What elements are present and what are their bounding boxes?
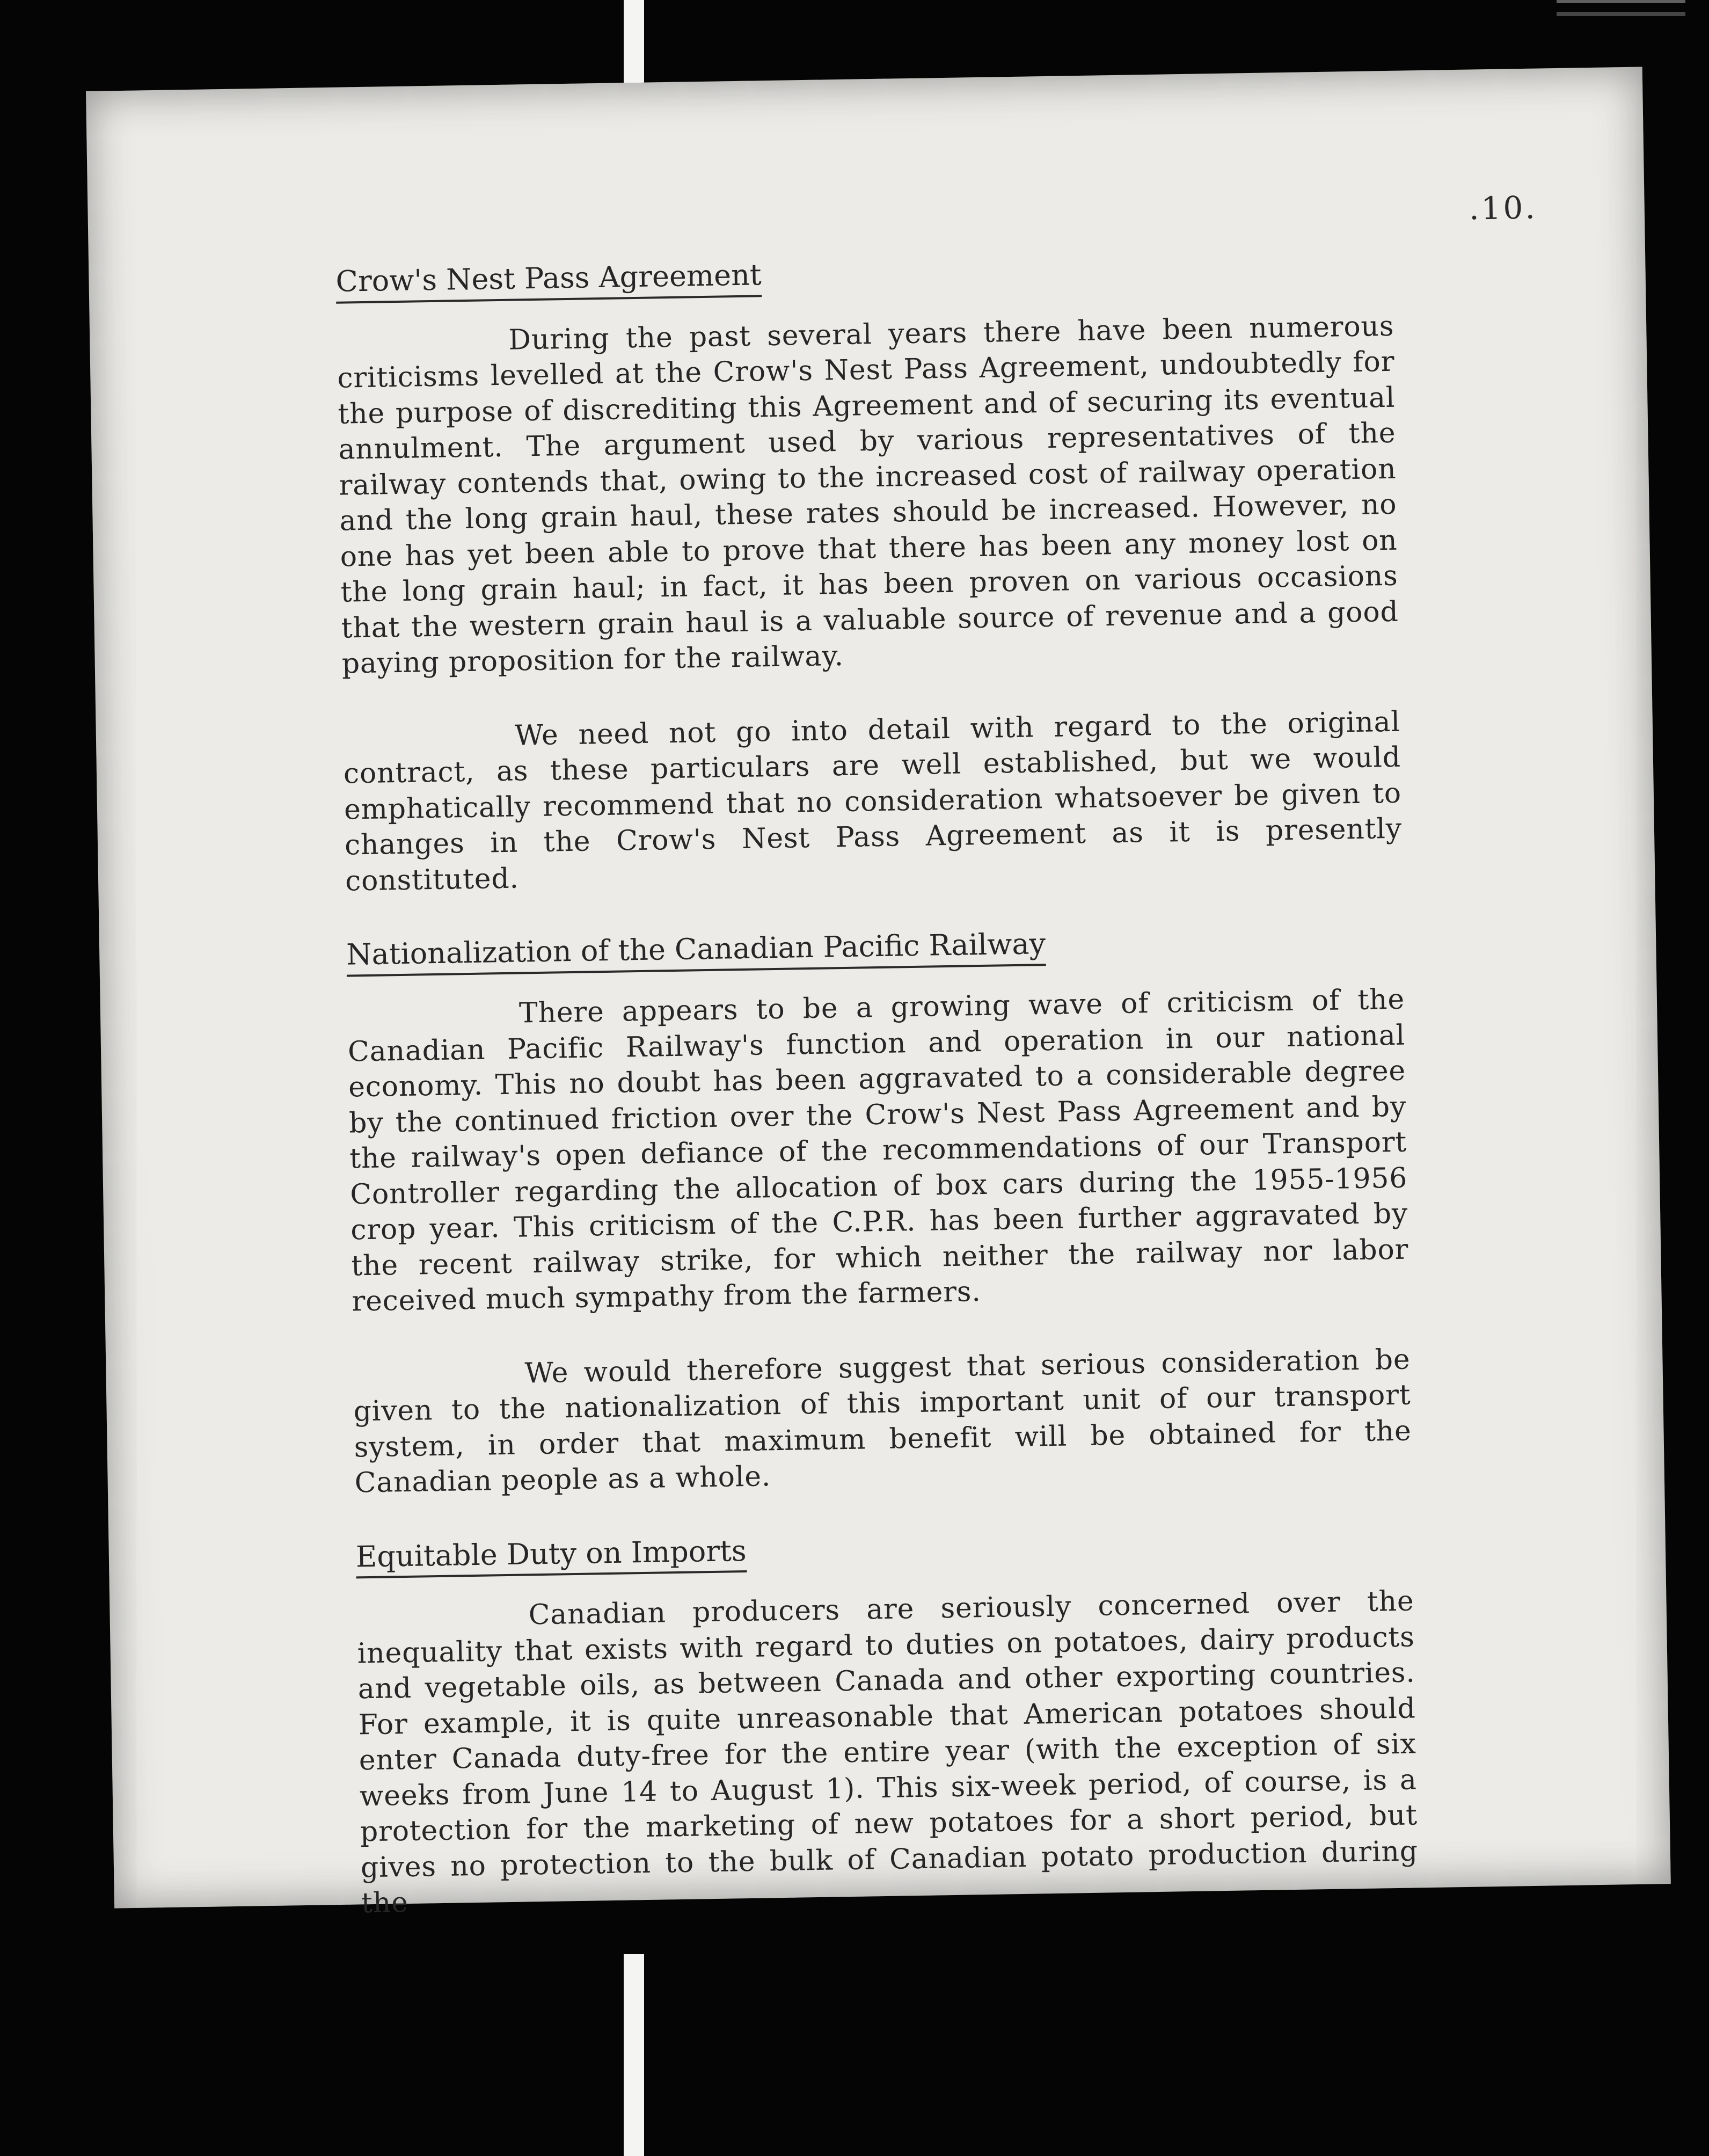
paragraph: We would therefore suggest that serious consideration be given to the nationalization of this important unit of our transport system, in order that maximum benefit will be obtained for the Canadian people as a whole. (353, 1343, 1412, 1499)
film-strip-bottom (624, 1954, 644, 2156)
film-corner-mark (1557, 0, 1685, 38)
document-body (335, 248, 1419, 1960)
document-page (86, 67, 1671, 1920)
paragraph: During the past several years there have been numerous criticisms levelled at the Crow's Nest Pass Agreement, undoubtedly for the purpose of discrediting this Agreement and of securing its eventual annulment. The argument used by various representatives of the railway contends that, owing to the increased cost of railway operation and the long grain haul, these rates should be increased. However, no one has yet been able to prove that there has been any money lost on the long grain haul; in fact, it has been proven on various occasions that the western grain haul is a valuable source of revenue and a good paying proposition for the railway. (337, 310, 1399, 680)
paragraph: Canadian producers are seriously concerned over the inequality that exists with regard to duties on potatoes, dairy products and vegetable oils, as between Canada and other exporting countries. For example, it is quite unreasonable that American potatoes should enter Canada duty-free for the entire year (with the exception of six weeks from June 14 to August 1). This six-week period, of course, is a protection for the marketing of new potatoes for a short period, but gives no protection to the bulk of Canadian potato production during the (357, 1585, 1419, 1920)
section-heading: Equitable Duty on Imports (355, 1534, 747, 1579)
section-heading: Crow's Nest Pass Agreement (335, 258, 762, 303)
section-crows-nest (335, 248, 1403, 899)
section-nationalization (346, 921, 1412, 1501)
section-equitable-duty (355, 1523, 1419, 1921)
paragraph: We need not go into detail with regard to the original contract, as these particulars are well established, but we would emphatically recommend that no consideration whatsoever be given to changes in the Crow's Nest Pass Agreement as it is presently constituted. (343, 705, 1403, 898)
page-number: .10. (1469, 189, 1538, 227)
section-heading: Nationalization of the Canadian Pacific Railway (346, 927, 1046, 977)
paragraph: There appears to be a growing wave of criticism of the Canadian Pacific Railway's function and operation in our national economy. This no doubt has been aggravated to a considerable degree by the continued friction over the Crow's Nest Pass Agreement and by the railway's open defiance of the recommendations of our Transport Controller regarding the allocation of box cars during the 1955-1956 crop year. This criticism of the C.P.R. has been further aggravated by the recent railway strike, for which neither the railway nor labor received much sympathy from the farmers. (347, 983, 1409, 1318)
